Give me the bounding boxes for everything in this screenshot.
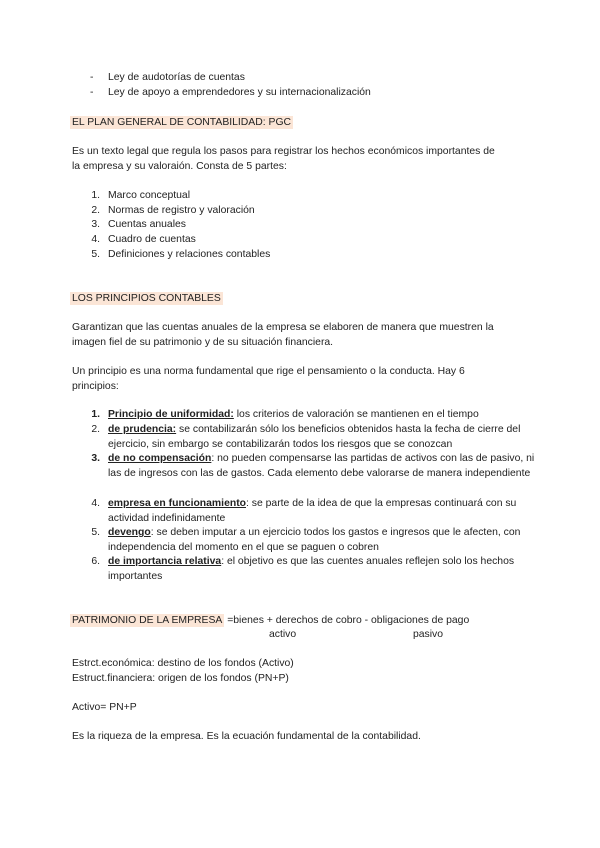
list-item: Definiciones y relaciones contables: [108, 249, 271, 260]
list-item: Cuentas anuales: [108, 219, 186, 230]
patrimonio-formula: =bienes + derechos de cobro - obligaciones de pago: [224, 615, 470, 626]
principio-term: Principio de uniformidad:: [108, 409, 234, 420]
list-number: 1.: [91, 190, 100, 201]
closing-paragraph: Es la riqueza de la empresa. Es la ecuación fundamental de la contabilidad.: [72, 731, 421, 742]
principio-item: [108, 497, 538, 526]
equation: Activo= PN+P: [72, 702, 137, 713]
principio-desc: : no pueden compensarse las partidas de activos con las de pasivo, ni las de ingresos con las de gastos. Cada elemento debe valorarse de manera independiente: [108, 453, 535, 479]
principio-item: [108, 452, 538, 481]
pgc-paragraph-line: Es un texto legal que regula los pasos para registrar los hechos económicos importantes de: [72, 146, 495, 157]
principio-desc: : se parte de la idea de que la empresas continuará con su actividad indefinidamente: [108, 498, 517, 524]
top-list-item: Ley de audotorías de cuentas: [108, 72, 245, 83]
activo-label: activo: [269, 629, 297, 640]
pgc-heading: EL PLAN GENERAL DE CONTABILIDAD: PGC: [72, 117, 292, 128]
estructura-economica: Estrct.económica: destino de los fondos (Activo): [72, 658, 294, 669]
list-number: 2.: [91, 205, 100, 216]
principio-term: empresa en funcionamiento: [108, 498, 246, 509]
principios-paragraph-line: Garantizan que las cuentas anuales de la empresa se elaboren de manera que muestren la: [72, 322, 494, 333]
principio-term: de importancia relativa: [108, 556, 222, 567]
list-number: 4.: [91, 498, 100, 509]
principio-item: [108, 423, 538, 452]
patrimonio-heading: PATRIMONIO DE LA EMPRESA: [72, 615, 223, 626]
principios-paragraph-line: Un principio es una norma fundamental que rige el pensamiento o la conducta. Hay 6: [72, 366, 465, 377]
principio-desc: se contabilizarán sólo los beneficios obtenidos hasta la fecha de cierre del ejercicio, sin embargo se contabilizarán todos los riesgos que se conozcan: [108, 424, 521, 450]
dash-bullet: -: [90, 87, 94, 98]
list-number: 3.: [91, 219, 100, 230]
principio-desc: los criterios de valoración se mantienen en el tiempo: [233, 409, 479, 420]
principio-desc: : el objetivo es que las cuentes anuales reflejen solo los hechos importantes: [108, 556, 515, 582]
principio-desc: : se deben imputar a un ejercicio todos los gastos e ingresos que le afecten, con independencia del momento en el que se paguen o cobren: [108, 527, 521, 553]
list-number: 4.: [91, 234, 100, 245]
principio-term: devengo: [108, 527, 151, 538]
list-number: 2.: [91, 424, 100, 435]
patrimonio-line: [72, 614, 469, 629]
list-item: Marco conceptual: [108, 190, 191, 201]
list-item: Normas de registro y valoración: [108, 205, 255, 216]
principio-item: [108, 555, 538, 584]
pasivo-label: pasivo: [413, 629, 444, 640]
principios-paragraph-line: principios:: [72, 381, 119, 392]
pgc-paragraph-line: la empresa y su valoraión. Consta de 5 partes:: [72, 161, 287, 172]
list-number: 3.: [91, 453, 100, 464]
list-number: 1.: [91, 409, 100, 420]
list-number: 5.: [91, 527, 100, 538]
principio-item: [108, 526, 538, 555]
principio-term: de prudencia:: [108, 424, 177, 435]
principio-term: de no compensación: [108, 453, 212, 464]
dash-bullet: -: [90, 72, 94, 83]
list-item: Cuadro de cuentas: [108, 234, 196, 245]
top-list-item: Ley de apoyo a emprendedores y su internacionalización: [108, 87, 371, 98]
list-number: 6.: [91, 556, 100, 567]
estructura-financiera: Estruct.financiera: origen de los fondos (PN+P): [72, 673, 289, 684]
principios-heading: LOS PRINCIPIOS CONTABLES: [72, 293, 221, 304]
principio-item: [108, 408, 538, 423]
principios-paragraph-line: imagen fiel de su patrimonio y de su situación financiera.: [72, 337, 334, 348]
list-number: 5.: [91, 249, 100, 260]
